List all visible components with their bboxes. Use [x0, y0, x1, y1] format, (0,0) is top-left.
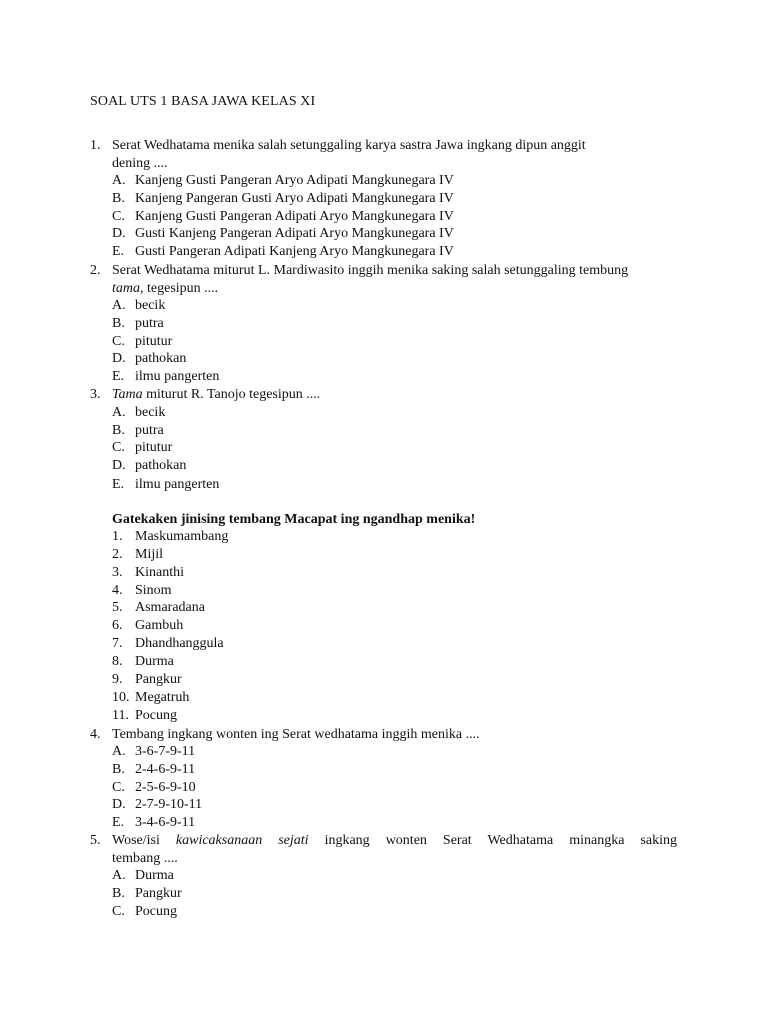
question-text: Serat Wedhatama menika salah setunggaling karya sastra Jawa ingkang dipun anggit — [112, 138, 586, 153]
option-letter: E. — [112, 477, 125, 492]
answer-option — [112, 190, 454, 208]
option-text: pitutur — [135, 440, 173, 455]
item-text: Mijil — [135, 547, 164, 562]
option-letter: D. — [112, 458, 126, 473]
question-text: Serat Wedhatama miturut L. Mardiwasito inggih menika saking salah setunggaling tembung — [112, 263, 629, 278]
option-text: ilmu pangerten — [135, 477, 220, 492]
question-text-rest: ingkang wonten Serat Wedhatama minangka saking — [308, 833, 677, 848]
option-letter: D. — [112, 226, 126, 241]
question-number: 3. — [90, 387, 101, 402]
option-letter: A. — [112, 744, 126, 759]
answer-option — [112, 350, 186, 368]
item-number: 6. — [112, 618, 123, 633]
option-text: 3-6-7-9-11 — [135, 744, 196, 759]
item-number: 4. — [112, 583, 123, 598]
option-text: Pangkur — [135, 886, 182, 901]
item-text: Dhandhanggula — [135, 636, 224, 651]
option-text: becik — [135, 405, 166, 420]
question-text: tembang .... — [112, 851, 178, 866]
list-item — [112, 546, 163, 564]
question-text: dening .... — [112, 156, 168, 171]
list-item — [112, 707, 177, 725]
page-title: SOAL UTS 1 BASA JAWA KELAS XI — [90, 94, 316, 109]
answer-option — [112, 243, 454, 261]
option-text: 2-4-6-9-11 — [135, 762, 196, 777]
list-item — [112, 599, 205, 617]
option-letter: D. — [112, 797, 126, 812]
option-text: putra — [135, 423, 164, 438]
answer-option — [112, 333, 172, 351]
option-letter: B. — [112, 886, 125, 901]
answer-option — [112, 761, 195, 779]
option-letter: A. — [112, 298, 126, 313]
option-letter: B. — [112, 423, 125, 438]
question-number: 2. — [90, 263, 101, 278]
option-text: Gusti Kanjeng Pangeran Adipati Aryo Mangkunegara IV — [135, 226, 454, 241]
item-text: Asmaradana — [135, 600, 205, 615]
option-letter: D. — [112, 351, 126, 366]
answer-option — [112, 457, 186, 475]
item-text: Durma — [135, 654, 174, 669]
answer-option — [112, 796, 202, 814]
option-letter: C. — [112, 440, 125, 455]
option-letter: C. — [112, 209, 125, 224]
option-text: 2-5-6-9-10 — [135, 780, 196, 795]
item-text: Pocung — [135, 708, 177, 723]
answer-option — [112, 867, 174, 885]
question-number: 4. — [90, 727, 101, 742]
option-text: becik — [135, 298, 166, 313]
item-number: 1. — [112, 529, 123, 544]
list-item — [112, 689, 189, 707]
list-item — [112, 671, 182, 689]
italic-term: kawicaksanaan sejati — [175, 833, 309, 848]
item-number: 9. — [112, 672, 123, 687]
option-letter: B. — [112, 191, 125, 206]
answer-option — [112, 225, 454, 243]
option-text: ilmu pangerten — [135, 369, 220, 384]
question-text-rest: miturut R. Tanojo tegesipun .... — [142, 387, 321, 402]
item-text: Sinom — [135, 583, 172, 598]
item-text: Gambuh — [135, 618, 184, 633]
list-item — [112, 564, 184, 582]
question-number: 1. — [90, 138, 101, 153]
list-item — [112, 635, 224, 653]
option-text: putra — [135, 316, 164, 331]
item-number: 10. — [112, 690, 130, 705]
option-text: pathokan — [135, 458, 187, 473]
option-letter: E. — [112, 369, 125, 384]
option-text: 2-7-9-10-11 — [135, 797, 203, 812]
answer-option — [112, 172, 454, 190]
option-text: 3-4-6-9-11 — [135, 815, 196, 830]
item-number: 2. — [112, 547, 123, 562]
option-text: Kanjeng Gusti Pangeran Adipati Aryo Mangkunegara IV — [135, 209, 454, 224]
option-text: Pocung — [135, 904, 177, 919]
answer-option — [112, 903, 177, 921]
answer-option — [112, 315, 164, 333]
option-letter: E. — [112, 815, 125, 830]
item-number: 3. — [112, 565, 123, 580]
item-number: 5. — [112, 600, 123, 615]
option-letter: A. — [112, 405, 126, 420]
option-letter: C. — [112, 334, 125, 349]
answer-option — [112, 297, 165, 315]
list-item — [112, 617, 183, 635]
question-text-pre: Wose/isi — [112, 833, 176, 848]
option-letter: C. — [112, 780, 125, 795]
answer-option — [112, 404, 165, 422]
answer-option — [112, 814, 195, 832]
option-text: Gusti Pangeran Adipati Kanjeng Aryo Mangkunegara IV — [135, 244, 454, 259]
answer-option — [112, 208, 454, 226]
question-text — [112, 280, 677, 298]
item-number: 7. — [112, 636, 123, 651]
answer-option — [112, 743, 195, 761]
item-number: 8. — [112, 654, 123, 669]
option-letter: B. — [112, 762, 125, 777]
item-text: Maskumambang — [135, 529, 229, 544]
answer-option — [112, 885, 182, 903]
item-text: Kinanthi — [135, 565, 184, 580]
italic-term: tama, — [112, 281, 144, 296]
option-text: Kanjeng Gusti Pangeran Aryo Adipati Mangkunegara IV — [135, 173, 454, 188]
option-letter: E. — [112, 244, 125, 259]
list-item — [112, 528, 228, 546]
section-heading: Gatekaken jinising tembang Macapat ing ngandhap menika! — [112, 512, 476, 527]
question-text — [112, 386, 677, 404]
question-text-rest: tegesipun .... — [143, 281, 219, 296]
list-item — [112, 582, 172, 600]
option-letter: A. — [112, 173, 126, 188]
option-text: pitutur — [135, 334, 173, 349]
answer-option — [112, 422, 164, 440]
option-text: Kanjeng Pangeran Gusti Aryo Adipati Mangkunegara IV — [135, 191, 454, 206]
item-text: Pangkur — [135, 672, 182, 687]
question-number: 5. — [90, 833, 101, 848]
option-letter: B. — [112, 316, 125, 331]
answer-option — [112, 368, 219, 386]
answer-option — [112, 439, 172, 457]
item-number: 11. — [112, 708, 129, 723]
item-text: Megatruh — [135, 690, 190, 705]
option-text: pathokan — [135, 351, 187, 366]
option-letter: A. — [112, 868, 126, 883]
answer-option — [112, 476, 219, 494]
option-letter: C. — [112, 904, 125, 919]
option-text: Durma — [135, 868, 174, 883]
question-text — [112, 832, 677, 850]
question-text: Tembang ingkang wonten ing Serat wedhatama inggih menika .... — [112, 727, 480, 742]
list-item — [112, 653, 174, 671]
answer-option — [112, 779, 196, 797]
italic-term: Tama — [112, 387, 143, 402]
